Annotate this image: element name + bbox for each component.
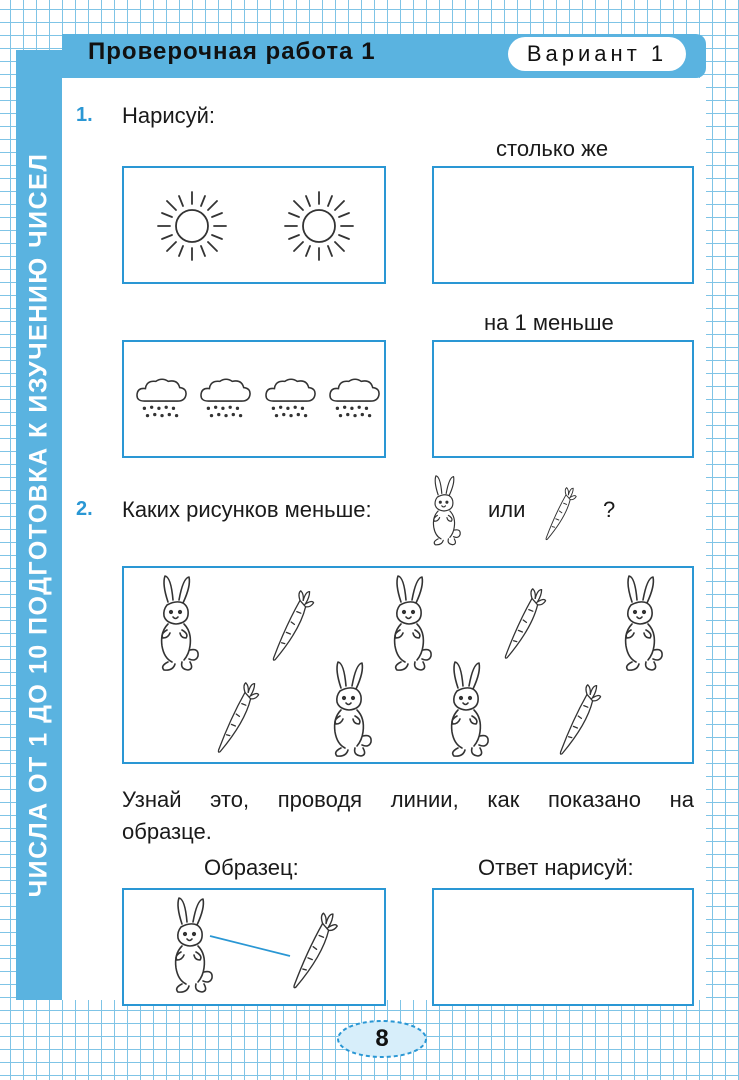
rabbit-icon [626,576,663,670]
carrot-icon [505,589,545,658]
carrot-icon [294,913,337,988]
carrot-icon [560,685,600,754]
sample-connecting-line [210,936,290,956]
task1-label-less: на 1 меньше [484,310,614,335]
answer-box-draw[interactable] [432,888,694,1006]
rain-cloud-icon [137,379,186,417]
sun-icon [285,192,353,260]
rabbit-icon [422,474,466,548]
rabbit-icon [176,898,213,992]
sample-box [122,888,386,1006]
carrot-icon [540,484,580,544]
task2-or: или [488,497,526,522]
task1-prompt: Нарисуй: [122,103,216,128]
carrot-icon [273,591,313,660]
sun-box [122,166,386,284]
task1-label-same: столько же [496,136,609,161]
task2-number: 2. [76,498,93,520]
rabbit-icon [162,576,199,670]
task2-instruction: Узнай это, проводя линии, как показано на образце. [122,787,694,844]
carrot-icon [218,683,258,752]
page-number-badge [336,1019,428,1059]
answer-label: Ответ нарисуй: [478,855,634,880]
task2-question: Каких рисунков меньше: [122,497,372,522]
rabbits-carrots-box [122,566,694,764]
task2-question-mark: ? [603,497,616,522]
sun-icon [158,192,226,260]
page-number: 8 [375,1025,389,1052]
variant-badge: Вариант 1 [508,37,686,71]
page-title: Проверочная работа 1 [88,38,376,65]
rain-cloud-icon [330,379,379,417]
rain-cloud-icon [201,379,250,417]
cloud-box [122,340,386,458]
rabbit-icon [452,662,489,756]
sample-label: Образец: [204,855,299,880]
sidebar-title: ЧИСЛА ОТ 1 ДО 10 ПОДГОТОВКА К ИЗУЧЕНИЮ ЧИСЕЛ [24,152,53,898]
rabbit-icon [335,662,372,756]
rain-cloud-icon [266,379,315,417]
task1-number: 1. [76,104,93,126]
rabbit-icon [395,576,432,670]
answer-box-same[interactable] [432,166,694,284]
answer-box-less[interactable] [432,340,694,458]
